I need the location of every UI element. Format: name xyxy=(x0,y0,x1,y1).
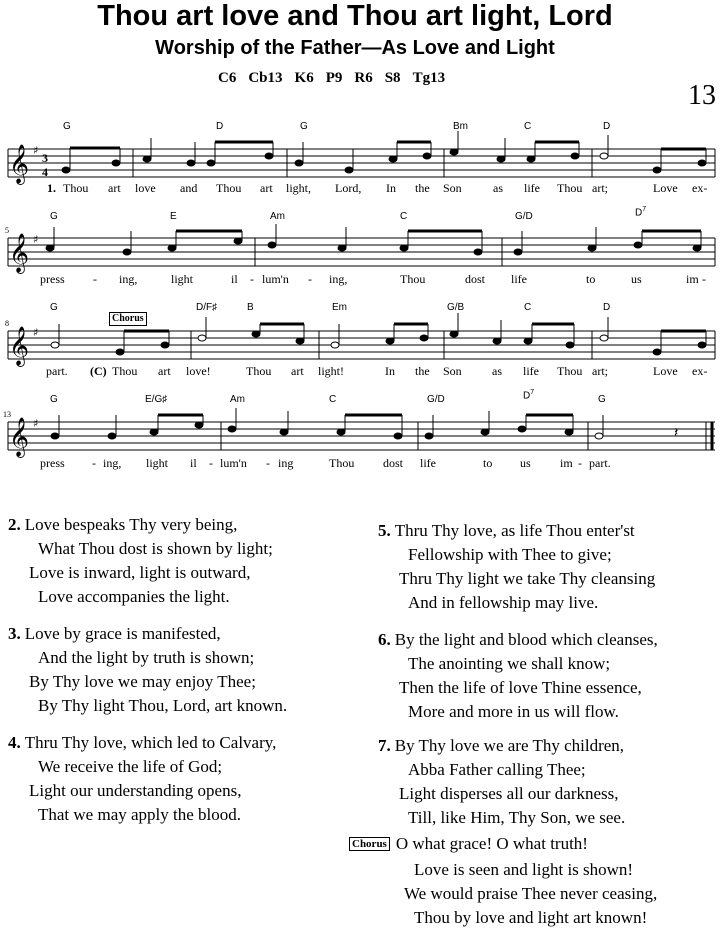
lyric: il xyxy=(231,272,238,286)
verse-6 xyxy=(378,628,658,724)
chord-symbol: D xyxy=(216,121,224,132)
chord-symbol: G/D xyxy=(427,394,445,405)
hymn-subtitle: Worship of the Father—As Love and Light xyxy=(155,37,555,59)
verse-line: Love bespeaks Thy very being, xyxy=(24,515,238,534)
lyric: love xyxy=(135,181,156,195)
lyric: art xyxy=(108,181,121,195)
lyric: part. xyxy=(589,456,611,470)
measure-number: 5 xyxy=(5,226,9,235)
lyric: ex- xyxy=(692,181,708,195)
lyric: as xyxy=(493,181,503,195)
svg-text:𝄞: 𝄞 xyxy=(9,326,30,366)
verse-line: Till, like Him, Thy Son, we see. xyxy=(408,808,626,827)
verse-line: What Thou dost is shown by light; xyxy=(38,539,273,558)
lyric: ing xyxy=(278,456,294,470)
chord-symbol: E xyxy=(170,211,177,222)
verse-line: Love is inward, light is outward, xyxy=(29,563,251,582)
chord-symbol: $D^7$ xyxy=(523,389,535,402)
svg-text:𝄞: 𝄞 xyxy=(9,233,30,273)
lyric: Thou xyxy=(246,364,272,378)
lyric: - xyxy=(250,272,254,286)
chord-symbol: Am xyxy=(270,211,285,222)
lyric: the xyxy=(415,364,430,378)
chord-symbol: C xyxy=(329,394,337,405)
lyric: as xyxy=(492,364,502,378)
svg-text:4: 4 xyxy=(42,165,48,179)
chord-symbol: Am xyxy=(230,394,245,405)
verse-line: And in fellowship may live. xyxy=(408,593,599,612)
lyric: (C) xyxy=(90,364,107,378)
verse-line: Abba Father calling Thee; xyxy=(408,760,586,779)
code: Cb13 xyxy=(248,70,283,86)
verse-line: Light disperses all our darkness, xyxy=(399,784,619,803)
lyric: - xyxy=(92,456,96,470)
lyric: im xyxy=(686,272,699,286)
code: C6 xyxy=(218,70,237,86)
lyric: the xyxy=(415,181,430,195)
svg-text:♯: ♯ xyxy=(33,144,39,157)
chorus-marker: Chorus xyxy=(109,312,147,326)
lyric: press xyxy=(40,272,65,286)
lyric: dost xyxy=(383,456,404,470)
verse-line: Fellowship with Thee to give; xyxy=(408,545,612,564)
lyric: Thou xyxy=(557,181,583,195)
chord-symbol: G xyxy=(300,121,308,132)
chord-symbol: G xyxy=(598,394,606,405)
lyric: - xyxy=(266,456,270,470)
measure-number: 8 xyxy=(5,319,9,328)
lyric: lum'n xyxy=(220,456,247,470)
lyric: im xyxy=(560,456,573,470)
lyric: press xyxy=(40,456,65,470)
chorus-line: We would praise Thee never ceasing, xyxy=(404,884,658,903)
lyric: - xyxy=(702,272,706,286)
lyric: ing, xyxy=(329,272,348,286)
verse-number: 6. xyxy=(378,630,391,649)
chord-symbol: $D^7$ xyxy=(635,206,647,219)
lyric: us xyxy=(520,456,531,470)
verse-number: 4. xyxy=(8,733,21,752)
svg-text:𝄽: 𝄽 xyxy=(674,425,679,441)
verse-line: By Thy love we may enjoy Thee; xyxy=(29,672,256,691)
chord-symbol: D xyxy=(603,302,611,313)
lyric: Son xyxy=(443,364,462,378)
verse-line: Thru Thy love, as life Thou enter'st xyxy=(394,521,635,540)
verse-2 xyxy=(8,513,273,609)
chord-symbol: C xyxy=(524,121,532,132)
verse-line: By Thy light Thou, Lord, art known. xyxy=(38,696,288,715)
chorus-line: O what grace! O what truth! xyxy=(395,834,588,853)
verse-line: Thru Thy light we take Thy cleansing xyxy=(399,569,656,588)
lyric: - xyxy=(578,456,582,470)
lyric: life xyxy=(420,456,436,470)
lyric: dost xyxy=(465,272,486,286)
chorus-label: Chorus xyxy=(349,837,390,851)
chorus-text xyxy=(349,832,657,930)
lyric: and xyxy=(180,181,198,195)
verse-line: More and more in us will flow. xyxy=(408,702,619,721)
code: R6 xyxy=(354,70,373,86)
chord-symbol: C xyxy=(524,302,532,313)
verse-line: Love accompanies the light. xyxy=(38,587,230,606)
lyric: Thou xyxy=(216,181,242,195)
code: S8 xyxy=(384,70,401,86)
lyric: light xyxy=(171,272,194,286)
svg-text:𝄞: 𝄞 xyxy=(9,417,30,457)
lyric: Thou xyxy=(557,364,583,378)
verse-number: 7. xyxy=(378,736,391,755)
lyric: - xyxy=(308,272,312,286)
lyric: art xyxy=(260,181,273,195)
verse-number: 5. xyxy=(378,521,391,540)
lyric: lum'n xyxy=(262,272,289,286)
lyric: life xyxy=(523,364,539,378)
lyric: ing, xyxy=(119,272,138,286)
svg-text:♯: ♯ xyxy=(33,417,39,430)
lyric: art; xyxy=(592,364,608,378)
lyric: - xyxy=(209,456,213,470)
lyric: Thou xyxy=(329,456,355,470)
lyric: 1. xyxy=(47,181,56,195)
svg-text:♯: ♯ xyxy=(33,326,39,339)
verse-number: 3. xyxy=(8,624,21,643)
chord-symbol: C xyxy=(400,211,408,222)
chord-symbol: D xyxy=(603,121,611,132)
hymn-number: 13 xyxy=(688,80,716,111)
verse-number: 2. xyxy=(8,515,21,534)
lyric: to xyxy=(483,456,493,470)
chord-symbol: E/G♯ xyxy=(145,394,168,405)
lyric: life xyxy=(511,272,527,286)
lyric: part. xyxy=(46,364,68,378)
chorus-line: Thou by love and light art known! xyxy=(414,908,648,927)
lyric: - xyxy=(93,272,97,286)
lyric: art xyxy=(158,364,171,378)
chord-symbol: G/D xyxy=(515,211,533,222)
verse-line: By Thy love we are Thy children, xyxy=(394,736,625,755)
verse-line: Thru Thy love, which led to Calvary, xyxy=(24,733,277,752)
verse-line: And the light by truth is shown; xyxy=(38,648,255,667)
lyric: Love xyxy=(653,181,678,195)
lyric: il xyxy=(190,456,197,470)
verse-line: The anointing we shall know; xyxy=(408,654,611,673)
lyric: Lord, xyxy=(335,181,362,195)
code: Tg13 xyxy=(412,70,446,86)
chord-symbol: G xyxy=(50,302,58,313)
lyric: love! xyxy=(186,364,211,378)
verse-line: That we may apply the blood. xyxy=(38,805,242,824)
verse-5 xyxy=(378,519,655,615)
lyric: Thou xyxy=(63,181,89,195)
chord-symbol: G xyxy=(63,121,71,132)
chord-symbol: B xyxy=(247,302,254,313)
lyric: ex- xyxy=(692,364,708,378)
verse-line: Then the life of love Thine essence, xyxy=(399,678,642,697)
verse-line: Love by grace is manifested, xyxy=(24,624,221,643)
chord-symbol: G xyxy=(50,211,58,222)
code: P9 xyxy=(325,70,343,86)
lyric: light! xyxy=(318,364,344,378)
lyric: In xyxy=(386,181,396,195)
measure-number: 13 xyxy=(3,410,11,419)
lyric: In xyxy=(385,364,395,378)
verse-line: By the light and blood which cleanses, xyxy=(394,630,658,649)
verse-3 xyxy=(8,622,287,718)
lyric: to xyxy=(586,272,596,286)
chord-symbol: Em xyxy=(332,302,347,313)
hymn-title: Thou art love and Thou art light, Lord xyxy=(97,0,613,32)
chorus-line: Love is seen and light is shown! xyxy=(414,860,634,879)
lyric: light xyxy=(146,456,169,470)
lyric: art xyxy=(291,364,304,378)
code: K6 xyxy=(294,70,314,86)
verse-4 xyxy=(8,731,276,827)
svg-text:♯: ♯ xyxy=(33,233,39,246)
verse-line: Light our understanding opens, xyxy=(29,781,242,800)
lyric: Thou xyxy=(112,364,138,378)
lyric: life xyxy=(524,181,540,195)
lyric: Thou xyxy=(400,272,426,286)
svg-text:𝄞: 𝄞 xyxy=(9,144,30,184)
lyric: light, xyxy=(286,181,312,195)
lyric: art; xyxy=(592,181,608,195)
verse-7 xyxy=(378,734,625,830)
verse-line: We receive the life of God; xyxy=(38,757,223,776)
lyric: Son xyxy=(443,181,462,195)
chord-symbol: G xyxy=(50,394,58,405)
lyric: ing, xyxy=(103,456,122,470)
lyric: us xyxy=(631,272,642,286)
lyric: Love xyxy=(653,364,678,378)
chord-symbol: Bm xyxy=(453,121,468,132)
chord-symbol: D/F♯ xyxy=(196,302,218,313)
chord-symbol: G/B xyxy=(447,302,465,313)
svg-text:3: 3 xyxy=(42,151,48,165)
